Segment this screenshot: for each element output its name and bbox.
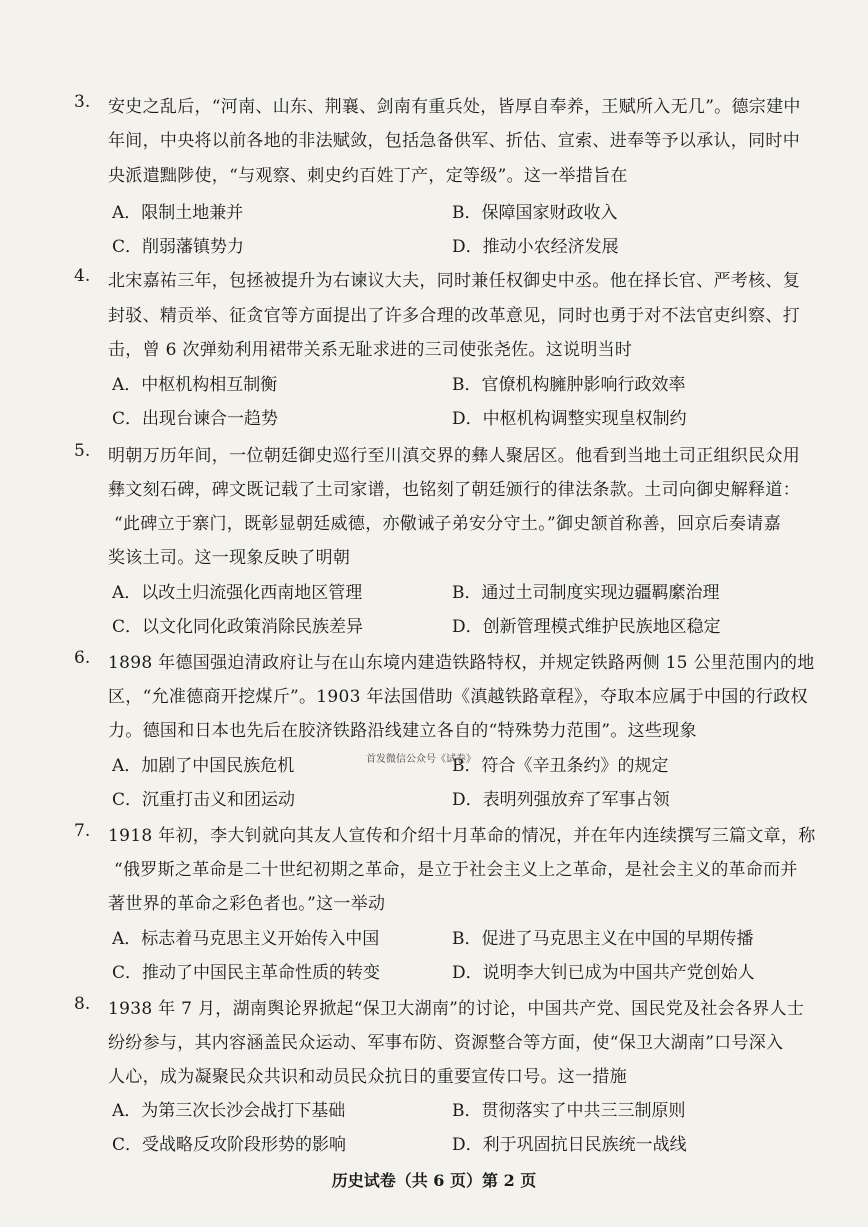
option-b: B．保障国家财政收入 [452, 203, 618, 223]
option-a: A．限制土地兼并 [112, 203, 244, 223]
question-stem-line: 击，曾 6 次弹劾利用裙带关系无耻求进的三司使张尧佐。这说明当时 [108, 340, 633, 360]
question-number: 8. [74, 994, 91, 1014]
page-footer: 历史试卷（共 6 页）第 2 页 [331, 1171, 537, 1190]
option-a: A．标志着马克思主义开始传入中国 [112, 929, 380, 949]
question-stem-line: 彝文刻石碑，碑文既记载了土司家谱，也铭刻了朝廷颁行的律法条款。土司向御史解释道： [108, 480, 800, 500]
question-stem-line: “此碑立于寨门，既彰显朝廷威德，亦儆诫子弟安分守土。”御史颔首称善，回京后奏请嘉 [114, 514, 781, 534]
option-a: A．以改土归流强化西南地区管理 [112, 583, 363, 603]
question-stem-line: 力。德国和日本也先后在胶济铁路沿线建立各自的“特殊势力范围”。这些现象 [108, 721, 697, 741]
question-number: 3. [74, 92, 91, 112]
option-c: C．削弱藩镇势力 [112, 237, 245, 257]
option-b: B．贯彻落实了中共三三制原则 [452, 1101, 686, 1121]
question-stem-line: 1898 年德国强迫清政府让与在山东境内建造铁路特权，并规定铁路两侧 15 公里范围内的地 [108, 653, 815, 673]
option-c: C．出现台谏合一趋势 [112, 409, 279, 429]
option-c: C．沉重打击义和团运动 [112, 790, 296, 810]
option-d: D．说明李大钊已成为中国共产党创始人 [452, 963, 755, 983]
question-stem-line: 央派遣黜陟使，“与观察、刺史约百姓丁产，定等级”。这一举措旨在 [108, 166, 628, 186]
question-number: 6. [74, 648, 91, 668]
option-d: D．表明列强放弃了军事占领 [452, 790, 670, 810]
option-b: B．促进了马克思主义在中国的早期传播 [452, 929, 754, 949]
question-stem-line: 年间，中央将以前各地的非法赋敛，包括急备供军、折估、宣索、进奉等予以承认，同时中 [108, 131, 800, 151]
question-stem-line: 1918 年初，李大钊就向其友人宣传和介绍十月革命的情况，并在年内连续撰写三篇文章，称 [108, 826, 816, 846]
option-d: D．中枢机构调整实现皇权制约 [452, 409, 687, 429]
option-b: B．官僚机构臃肿影响行政效率 [452, 375, 686, 395]
question-number: 7. [74, 821, 91, 841]
watermark-text: 首发微信公众号《试卷》 [366, 754, 476, 765]
question-stem-line: 北宋嘉祐三年，包拯被提升为右谏议大夫，同时兼任权御史中丞。他在择长官、严考核、复 [108, 271, 800, 291]
question-number: 5. [74, 441, 91, 461]
question-stem-line: 纷纷参与，其内容涵盖民众运动、军事布防、资源整合等方面，使“保卫大湖南”口号深入 [108, 1033, 784, 1053]
question-stem-line: 安史之乱后，“河南、山东、荆襄、剑南有重兵处，皆厚自奉养，王赋所入无几”。德宗建中 [108, 97, 801, 117]
option-d: D．推动小农经济发展 [452, 237, 619, 257]
question-stem-line: 封驳、精贡举、征贪官等方面提出了许多合理的改革意见，同时也勇于对不法官吏纠察、打 [108, 306, 800, 326]
option-c: C．受战略反攻阶段形势的影响 [112, 1135, 347, 1155]
option-c: C．推动了中国民主革命性质的转变 [112, 963, 381, 983]
question-stem-line: 1938 年 7 月，湖南舆论界掀起“保卫大湖南”的讨论，中国共产党、国民党及社会各界人士 [108, 999, 805, 1019]
question-stem-line: 著世界的革命之彩色者也。”这一举动 [108, 894, 386, 914]
question-number: 4. [74, 266, 91, 286]
option-a: A．中枢机构相互制衡 [112, 375, 278, 395]
option-a: A．加剧了中国民族危机 [112, 756, 295, 776]
question-stem-line: 区，“允准德商开挖煤斤”。1903 年法国借助《滇越铁路章程》，夺取本应属于中国的行政权 [108, 687, 808, 707]
option-b: B．通过土司制度实现边疆羁縻治理 [452, 583, 720, 603]
question-stem-line: 奖该土司。这一现象反映了明朝 [108, 548, 351, 568]
question-stem-line: “俄罗斯之革命是二十世纪初期之革命，是立于社会主义上之革命，是社会主义的革命而并 [114, 860, 798, 880]
option-a: A．为第三次长沙会战打下基础 [112, 1101, 346, 1121]
question-stem-line: 人心，成为凝聚民众共识和动员民众抗日的重要宣传口号。这一措施 [108, 1067, 627, 1087]
option-b: B．符合《辛丑条约》的规定 [452, 756, 669, 776]
question-stem-line: 明朝万历年间，一位朝廷御史巡行至川滇交界的彝人聚居区。他看到当地土司正组织民众用 [108, 446, 800, 466]
option-d: D．创新管理模式维护民族地区稳定 [452, 617, 721, 637]
option-c: C．以文化同化政策消除民族差异 [112, 617, 364, 637]
option-d: D．利于巩固抗日民族统一战线 [452, 1135, 687, 1155]
